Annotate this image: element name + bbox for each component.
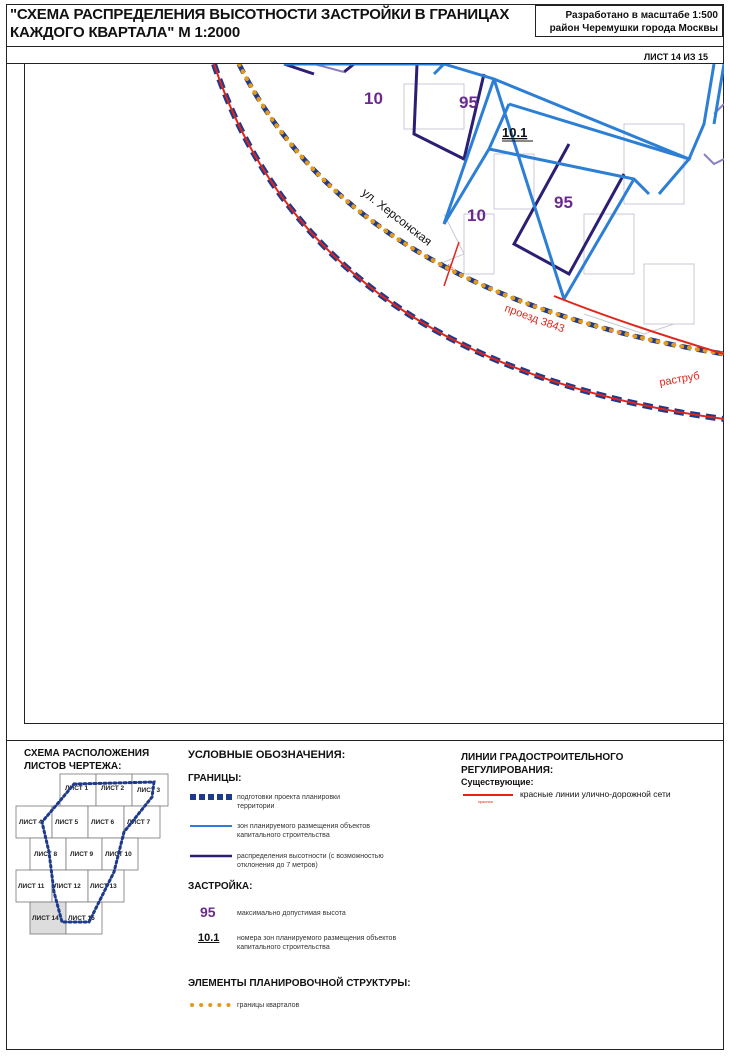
- proezd-label: проезд 3843: [502, 302, 567, 336]
- sheet-cell-9: ЛИСТ 9: [70, 851, 94, 858]
- red-line-inner: [554, 296, 724, 354]
- borders-title: ГРАНИЦЫ:: [188, 773, 242, 784]
- dimension-label: 3,0: [446, 262, 455, 272]
- building-title: ЗАСТРОЙКА:: [188, 881, 253, 892]
- map-area[interactable]: [24, 64, 724, 724]
- zone-border-text: зон планируемого размещения объектов капитального строительства: [237, 823, 370, 839]
- sheet-cell-1: ЛИСТ 1: [65, 785, 89, 792]
- sheet-cell-12: ЛИСТ 12: [54, 883, 81, 890]
- height-label-10-b: 10: [467, 206, 486, 225]
- height-border-swatch: [188, 853, 233, 859]
- height-label-10-a: 10: [364, 89, 383, 108]
- planning-border: [214, 64, 724, 419]
- street-label: ул. Херсонская: [359, 185, 435, 249]
- rastrub-label: раструб: [658, 370, 701, 389]
- height-label-95-a: 95: [459, 93, 478, 112]
- sheet-cell-14: ЛИСТ 14: [32, 915, 59, 922]
- sheet-cell-6: ЛИСТ 6: [91, 819, 115, 826]
- sheet-cell-15: ЛИСТ 15: [68, 915, 95, 922]
- red-line-main: [214, 64, 724, 419]
- red-line-mini-label: красная: [478, 799, 493, 804]
- reg-lines-title: ЛИНИИ ГРАДОСТРОИТЕЛЬНОГО РЕГУЛИРОВАНИЯ:: [461, 752, 624, 776]
- map-canvas: [24, 64, 724, 724]
- zone-border-swatch: [188, 823, 233, 829]
- sheet-cell-13: ЛИСТ 13: [90, 883, 117, 890]
- district-name: район Черемушки города Москвы: [549, 23, 718, 34]
- existing-label: Существующие:: [461, 777, 534, 787]
- sheets-scheme-title: СХЕМА РАСПОЛОЖЕНИЯ ЛИСТОВ ЧЕРТЕЖА:: [24, 748, 150, 772]
- sheet-cell-10: ЛИСТ 10: [105, 851, 132, 858]
- legend-divider: [6, 740, 724, 741]
- quarter-border-text: границы кварталов: [237, 1002, 300, 1009]
- conventions-title: УСЛОВНЫЕ ОБОЗНАЧЕНИЯ:: [188, 749, 346, 761]
- sheet-cell-4: ЛИСТ 4: [19, 819, 43, 826]
- sheet-cell-2: ЛИСТ 2: [101, 785, 125, 792]
- structure-title: ЭЛЕМЕНТЫ ПЛАНИРОВОЧНОЙ СТРУКТУРЫ:: [188, 978, 411, 989]
- planning-border-swatch: [188, 792, 233, 802]
- zone-number-text: номера зон планируемого размещения объектов капитального строительства: [237, 935, 397, 951]
- scale-stamp: [535, 5, 723, 37]
- sheets-scheme: [14, 772, 174, 942]
- sheet-number: ЛИСТ 14 ИЗ 15: [643, 52, 708, 62]
- red-line-text: красные линии улично-дорожной сети: [520, 789, 671, 799]
- background-buildings: [404, 84, 694, 334]
- max-height-sample: 95: [200, 904, 216, 920]
- drawing-title: "СХЕМА РАСПРЕДЕЛЕНИЯ ВЫСОТНОСТИ ЗАСТРОЙКИ В ГРАНИЦАХ КАЖДОГО КВАРТАЛА" М 1:2000: [10, 6, 510, 41]
- height-borders: [284, 64, 624, 274]
- sheet-cell-7: ЛИСТ 7: [127, 819, 151, 826]
- height-label-95-b: 95: [554, 193, 573, 212]
- zone-number-label: 10.1: [502, 125, 528, 140]
- sheet-cell-5: ЛИСТ 5: [55, 819, 79, 826]
- max-height-text: максимально допустимая высота: [237, 910, 346, 917]
- planning-border-text: подготовки проекта планировки территории: [237, 794, 341, 810]
- sheet-cell-11: ЛИСТ 11: [18, 883, 45, 890]
- zone-number-sample: 10.1: [198, 932, 220, 944]
- sheet-cell-3: ЛИСТ 3: [137, 787, 161, 794]
- quarter-border-swatch: [188, 1001, 233, 1009]
- scale-note: Разработано в масштабе 1:500: [565, 10, 718, 21]
- height-border-text: распределения высотности (с возможностью отклонения до 7 метров): [237, 853, 384, 869]
- sheet-cell-8: ЛИСТ 8: [34, 851, 58, 858]
- header-divider: [6, 46, 724, 47]
